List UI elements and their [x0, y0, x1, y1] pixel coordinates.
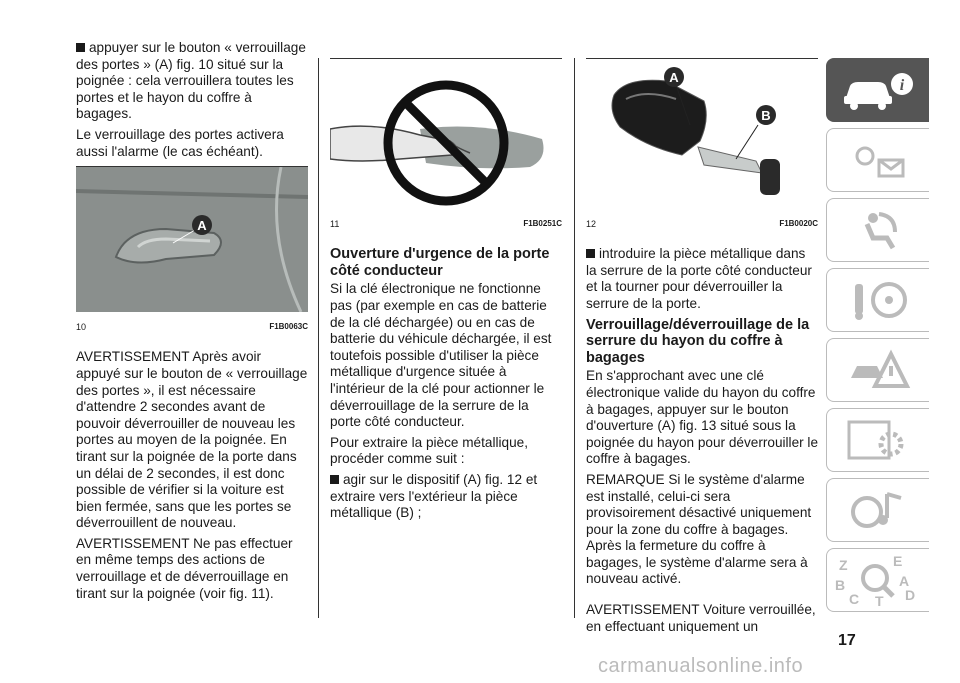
airbag-seat-icon [843, 208, 913, 252]
tab-starting[interactable] [826, 268, 929, 332]
svg-text:D: D [905, 587, 916, 603]
svg-text:B: B [835, 577, 846, 593]
bullet-1: agir sur le dispositif (A) fig. 12 et extraire vers l'extérieur la pièce métallique (B) ; [330, 472, 562, 522]
tab-maintenance[interactable] [826, 408, 929, 472]
figure-number: 11 [330, 218, 340, 229]
svg-text:i: i [899, 77, 905, 94]
tab-car-info[interactable] [826, 58, 929, 122]
service-gears-icon [843, 418, 913, 462]
key-fob-image [586, 59, 818, 209]
remarque-paragraph: REMARQUE Si le système d'alarme est installé, celui-ci sera provisoirement désactivé uniquement pour la zone du coffre à bagages. Après la fermeture du coffre à bagages, le système d'alarme sera à nouveau activé. [586, 471, 812, 587]
no-simultaneous-action-image [330, 59, 562, 209]
index-search-icon [833, 552, 923, 608]
warning-triangle-car-icon [843, 348, 913, 392]
intro-paragraph: Le verrouillage des portes activera aussi l'alarme (le cas échéant). [76, 126, 284, 159]
figure-id: F1B0251C [523, 218, 562, 228]
figure-label-b: B [761, 108, 771, 123]
tab-dashboard[interactable] [826, 128, 929, 192]
paragraph-1: Si la clé électronique ne fonctionne pas (par exemple en cas de batterie de la clé déchargée) ou en cas de batterie du véhicule déchargée, il est toutefois possible d'utiliser la pièce métallique d'urgence située à l'intérieur de la clé pour actionner le déverrouillage de la serrure de la porte côté conducteur. [330, 281, 552, 430]
section-heading: Verrouillage/déverrouillage de la serrure du hayon du coffre à bagages [586, 316, 810, 366]
paragraph-2: Pour extraire la pièce métallique, procéder comme suit : [330, 434, 528, 467]
figure-label-a: A [197, 218, 207, 234]
svg-text:A: A [899, 573, 910, 589]
svg-text:T: T [875, 593, 884, 608]
column-3 [586, 58, 818, 639]
multimedia-icon [843, 488, 913, 532]
bullet-1: introduire la pièce métallique dans la serrure de la porte côté conducteur et la tourner pour déverrouiller la serrure de la porte. [586, 246, 818, 312]
column-2 [330, 58, 562, 526]
svg-text:E: E [893, 553, 903, 569]
door-handle-image [76, 167, 308, 312]
steering-key-icon [843, 278, 913, 322]
svg-text:C: C [849, 591, 860, 607]
figure-10 [76, 166, 308, 335]
figure-11 [330, 58, 562, 232]
section-heading: Ouverture d'urgence de la porte côté conducteur [330, 246, 550, 279]
figure-caption [330, 216, 562, 233]
column-separator [318, 58, 319, 618]
warning-paragraph: AVERTISSEMENT Voiture verrouillée, en effectuant uniquement un [586, 602, 816, 634]
figure-label-a: A [669, 70, 679, 85]
figure-number: 12 [586, 218, 597, 229]
paragraph-1: En s'approchant avec une clé électronique valide du hayon du coffre à bagages, appuyer sur le bouton d'ouverture (A) fig. 13 situé sous la poignée du hayon pour déverrouiller le coffre à bagages. [586, 368, 819, 467]
figure-caption [586, 216, 818, 233]
warning-paragraph-1: AVERTISSEMENT Après avoir appuyé sur le bouton de « verrouillage des portes », il est nécessaire d'attendre 2 secondes avant de pouvoir déverrouiller de nouveau les portes au moyen de la poignée. En tirant sur la poignée de la porte dans un délai de 2 secondes, il est donc possible de vérifier si la voiture est bien fermée, sans que les portes se déverrouillent de nouveau. [76, 349, 308, 531]
car-info-icon [838, 68, 918, 112]
figure-id: F1B0020C [779, 218, 818, 228]
tab-emergency[interactable] [826, 338, 929, 402]
warning-paragraph-2: AVERTISSEMENT Ne pas effectuer en même temps des actions de verrouillage et de déverrouillage en tirant sur la poignée (voir fig. 11). [76, 535, 293, 601]
column-1 [76, 40, 308, 606]
figure-id: F1B0063C [269, 321, 308, 331]
figure-number: 10 [76, 321, 87, 332]
watermark: carmanualsonline.info [598, 655, 804, 677]
tab-safety[interactable] [826, 198, 929, 262]
page-number: 17 [838, 632, 856, 649]
tab-index[interactable] [826, 548, 929, 612]
figure-caption [76, 319, 308, 336]
svg-text:Z: Z [839, 557, 848, 573]
intro-bullet: appuyer sur le bouton « verrouillage des portes » (A) fig. 10 situé sur la poignée : cela verrouillera toutes les portes et le hayon du coffre à bagages. [76, 40, 308, 123]
figure-12 [586, 58, 818, 232]
column-separator [574, 58, 575, 618]
tab-multimedia[interactable] [826, 478, 929, 542]
dashboard-warning-icon [843, 138, 913, 182]
